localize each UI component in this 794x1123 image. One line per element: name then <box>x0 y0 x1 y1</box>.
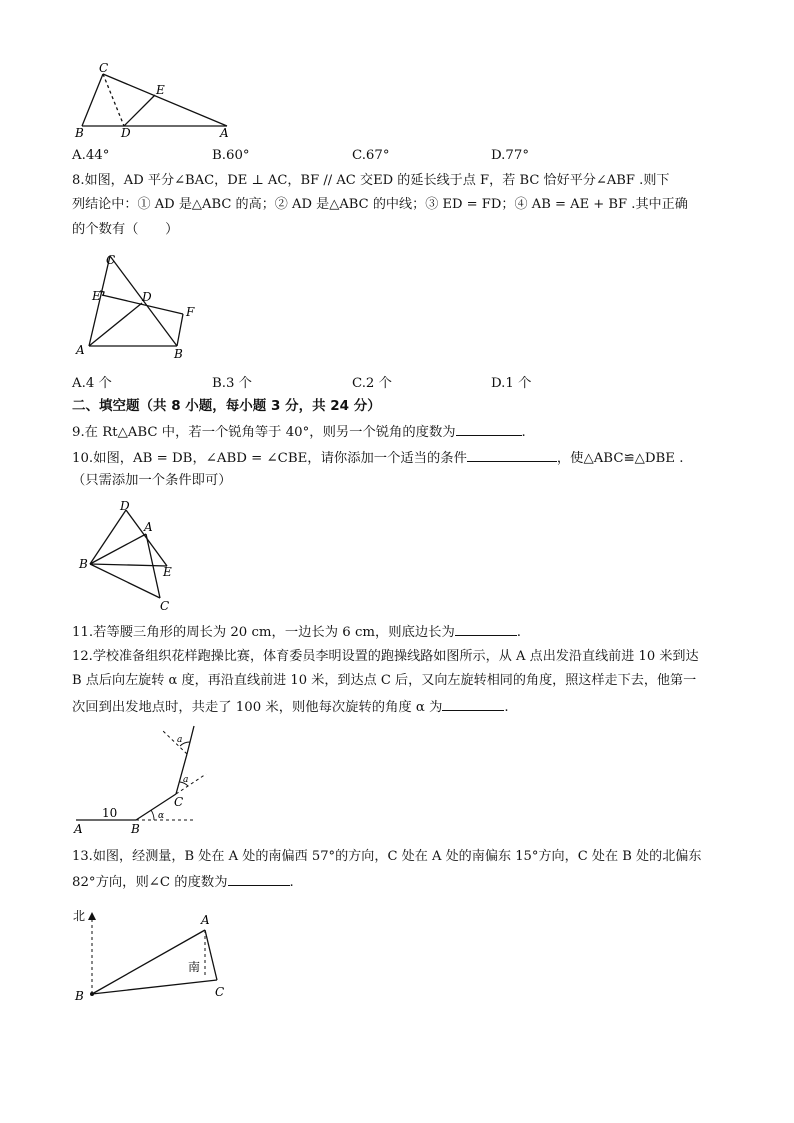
q7-label-b: B <box>75 126 84 140</box>
q8-label-d: D <box>142 290 152 304</box>
q13-bearing-figure <box>70 904 240 1010</box>
q8-text-line2: 列结论中：① AD 是△ABC 的高；② AD 是△ABC 的中线；③ ED = FD；④ AB = AE + BF .其中正确 <box>72 197 688 212</box>
q10-answer-blank[interactable] <box>467 448 557 462</box>
q13-label-north: 北 <box>73 909 86 923</box>
q12-label-a: A <box>74 822 83 836</box>
q10-triangles-figure <box>74 498 184 614</box>
q9-text-before: 9.在 Rt△ABC 中，若一个锐角等于 40°，则另一个锐角的度数为 <box>72 425 456 440</box>
q13-label-a: A <box>201 913 210 927</box>
q7-option-c: C.67° <box>352 148 390 163</box>
q12-label-c: C <box>174 795 184 809</box>
q8-option-a: A.4 个 <box>72 376 112 391</box>
q13-text-line2-after: . <box>289 875 294 890</box>
q12-label-b: B <box>131 822 140 836</box>
q10-label-b: B <box>79 557 88 571</box>
section2-heading: 二、填空题（共 8 小题，每小题 3 分，共 24 分） <box>72 398 381 414</box>
q8-option-b: B.3 个 <box>212 376 252 391</box>
q11-text-after: . <box>516 625 522 640</box>
q12-text-line3-after: . <box>504 700 509 715</box>
q7-option-d: D.77° <box>491 148 529 163</box>
q12-text-line1: 12.学校准备组织花样跑操比赛，体育委员李明设置的跑操线路如图所示，从 A 点出发沿直线前进 10 米到达 <box>72 649 699 664</box>
q12-text-line2: B 点后向左旋转 α 度，再沿直线前进 10 米，到达点 C 后，又向左旋转相同的角度，照这样走下去，他第一 <box>72 673 697 688</box>
q12-label-angle-top: a <box>177 735 183 745</box>
q7-option-b: B.60° <box>212 148 250 163</box>
q8-option-d: D.1 个 <box>491 376 532 391</box>
q12-label-length: 10 <box>102 806 118 820</box>
q8-text-line1: 8.如图，AD 平分∠BAC，DE ⊥ AC，BF // AC 交ED 的延长线于点 F，若 BC 恰好平分∠ABF .则下 <box>72 173 670 188</box>
q8-label-b: B <box>174 347 183 361</box>
q8-label-a: A <box>76 343 85 357</box>
q11-text-before: 11.若等腰三角形的周长为 20 cm，一边长为 6 cm，则底边长为 <box>72 625 455 640</box>
q13-label-c: C <box>215 985 225 999</box>
q11-text <box>72 622 521 642</box>
q9-text-after: . <box>521 425 526 440</box>
q7-label-c: C <box>99 62 109 75</box>
q12-path-figure <box>70 720 210 838</box>
q10-label-e: E <box>163 565 172 579</box>
q10-label-d: D <box>120 499 130 513</box>
q13-label-south: 南 <box>188 960 201 974</box>
q8-quadrilateral-figure <box>70 250 210 362</box>
q7-label-e: E <box>156 83 165 97</box>
q13-text-line1: 13.如图，经测量，B 处在 A 处的南偏西 57°的方向，C 处在 A 处的南偏东 15°方向，C 处在 B 处的北偏东 <box>72 849 702 864</box>
q8-label-c: C <box>106 253 116 267</box>
q8-text-line3: 的个数有（ ） <box>72 222 179 237</box>
q11-answer-blank[interactable] <box>455 622 517 636</box>
q9-text <box>72 422 526 442</box>
q7-option-a: A.44° <box>72 148 110 163</box>
q13-text-line2-before: 82°方向，则∠C 的度数为 <box>72 875 228 890</box>
q8-option-c: C.2 个 <box>352 376 392 391</box>
q7-triangle-figure <box>70 62 240 142</box>
q9-answer-blank[interactable] <box>456 422 522 436</box>
q10-label-a: A <box>144 520 153 534</box>
q10-note: （只需添加一个条件即可） <box>72 473 232 488</box>
q7-label-d: D <box>121 126 131 140</box>
q10-label-c: C <box>160 599 170 613</box>
q10-text-before: 10.如图，AB = DB，∠ABD = ∠CBE，请你添加一个适当的条件 <box>72 451 467 466</box>
q8-label-f: F <box>186 305 195 319</box>
q12-text-line3-before: 次回到出发地点时，共走了 100 米，则他每次旋转的角度 α 为 <box>72 700 443 715</box>
q8-label-e: E <box>92 289 101 303</box>
q10-text <box>72 448 683 468</box>
q12-label-angle-b: α <box>158 811 165 821</box>
q13-label-b: B <box>75 989 84 1003</box>
q12-text-line3 <box>72 697 509 717</box>
q12-label-angle-c: a <box>183 775 189 785</box>
q7-label-a: A <box>220 126 229 140</box>
q12-answer-blank[interactable] <box>442 697 504 711</box>
q13-text-line2 <box>72 872 294 892</box>
q13-answer-blank[interactable] <box>228 872 290 886</box>
q10-text-after: ，使△ABC≌△DBE . <box>556 451 684 466</box>
